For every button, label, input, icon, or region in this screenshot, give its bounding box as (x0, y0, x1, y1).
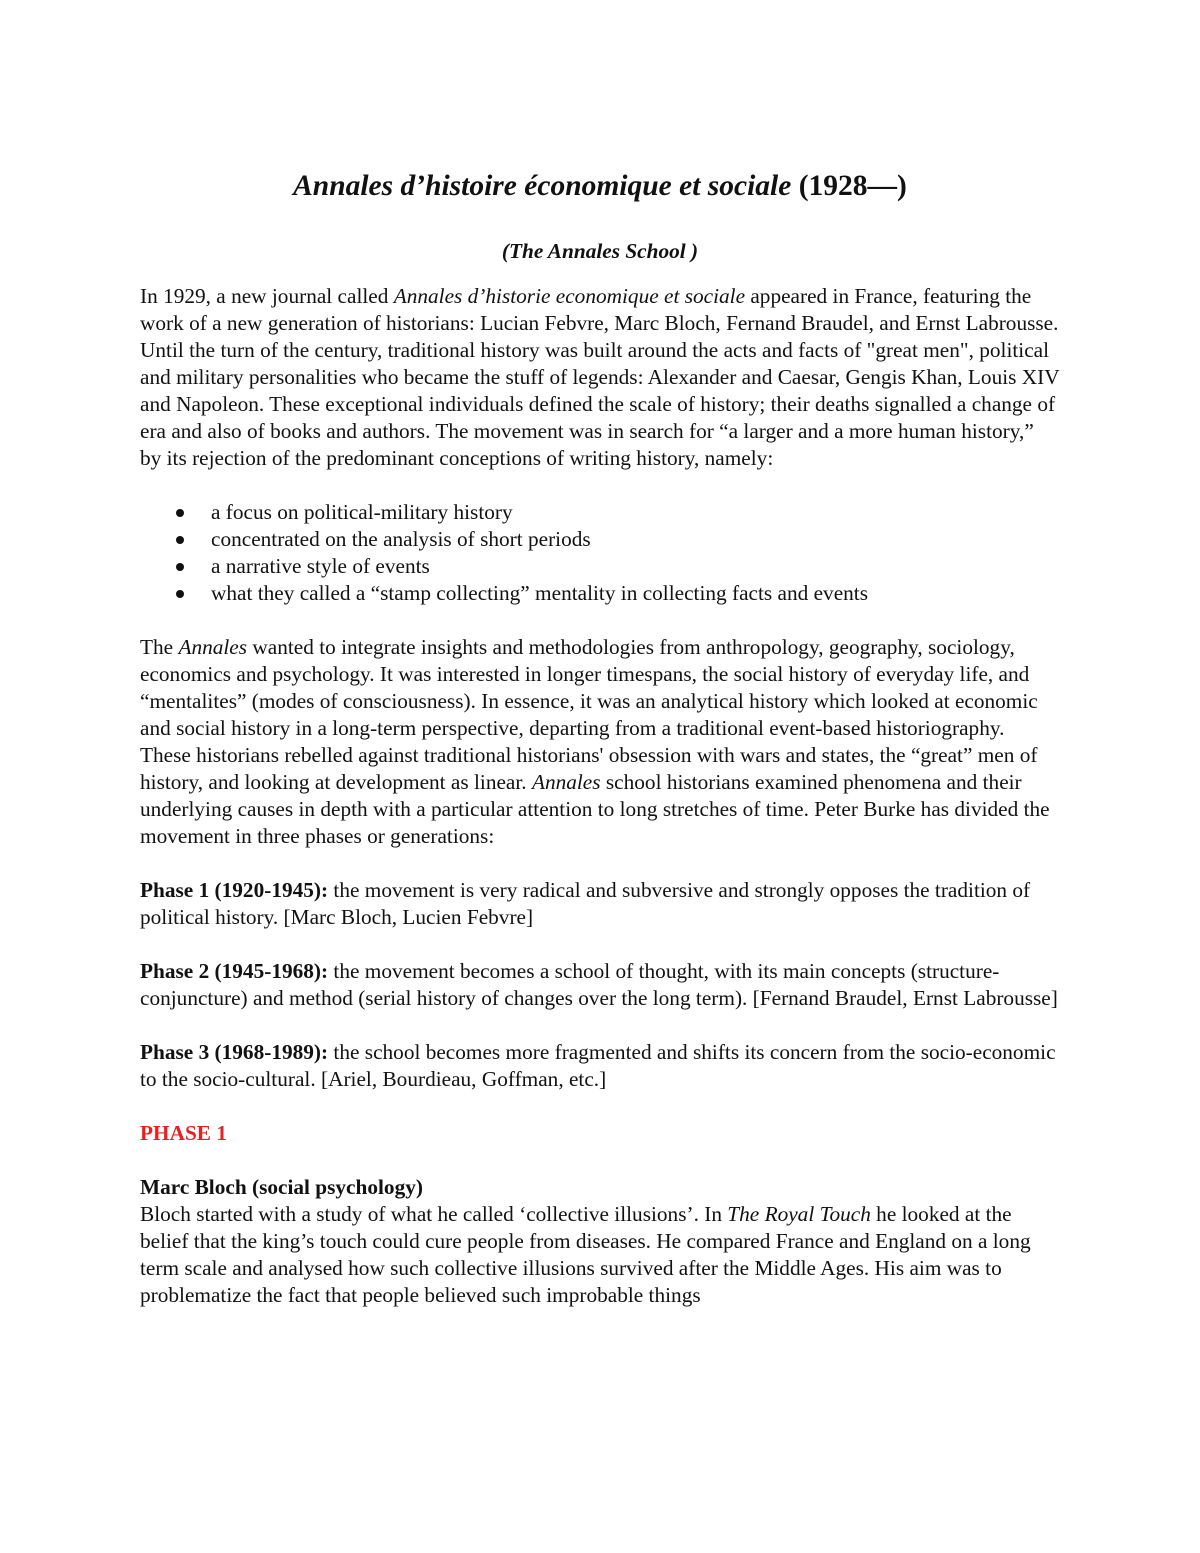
intro-paragraph (140, 283, 1060, 472)
phase-3-text: the school becomes more fragmented and shifts its concern from the socio-economic to the socio-cultural. [Ariel, Bourdieau, Goffman, etc.] (140, 1040, 1056, 1091)
bloch-text-2: he looked at the belief that the king’s touch could cure people from diseases. He compared France and England on a long term scale and analysed how such collective illusions survived after the Middle Ages. His aim was to problematize the fact that people believed such improbable things (140, 1202, 1031, 1307)
bloch-heading: Marc Bloch (social psychology) (140, 1175, 423, 1199)
phase-1-heading: PHASE 1 (140, 1121, 227, 1145)
annales-text-1: The (140, 635, 179, 659)
annales-text-3: school historians examined phenomena and their underlying causes in depth with a particular attention to long stretches of time. Peter Burke has divided the movement in three phases or generations: (140, 770, 1050, 848)
list-item-text: concentrated on the analysis of short periods (211, 527, 591, 551)
annales-italic-1: Annales (178, 635, 248, 659)
bloch-text-1: Bloch started with a study of what he called ‘collective illusions’. In (140, 1202, 728, 1226)
phase-1-paragraph (140, 877, 1060, 931)
phase-2-paragraph (140, 958, 1060, 1012)
bullet-icon (176, 509, 184, 517)
list-item (140, 499, 1060, 526)
intro-text-1: In 1929, a new journal called (140, 284, 394, 308)
bullet-icon (176, 590, 184, 598)
document-subtitle: (The Annales School ) (501, 239, 699, 263)
bloch-section (140, 1174, 1060, 1309)
annales-text-2: wanted to integrate insights and methodologies from anthropology, geography, sociology, economics and psychology. It was interested in longer timespans, the social history of everyday life, and “mentalites” (modes of consciousness). In essence, it was an analytical history which looked at economic and social history in a long-term perspective, departing from a traditional event-based historiography. These historians rebelled against traditional historians' obsession with wars and states, the “great” men of history, and looking at development as linear. (140, 635, 1038, 794)
annales-italic-2: Annales (531, 770, 601, 794)
title-journal-name: Annales d’histoire économique et sociale (293, 170, 792, 202)
document-page (140, 168, 1060, 1309)
intro-journal-name: Annales d’historie economique et sociale (393, 284, 746, 308)
bloch-book-title: The Royal Touch (727, 1202, 871, 1226)
phase-2-label: Phase 2 (1945-1968): (140, 959, 329, 983)
phase-3-label: Phase 3 (1968-1989): (140, 1040, 329, 1064)
intro-text-2: appeared in France, featuring the work of a new generation of historians: Lucian Febvre, Marc Bloch, Fernand Braudel, and Ernst Labrousse. Until the turn of the century, traditional history was built around the acts and facts of "great men", political and military personalities who became the stuff of legends: Alexander and Caesar, Gengis Khan, Louis XIV and Napoleon. These exceptional individuals defined the scale of history; their deaths signalled a change of era and also of books and authors. The movement was in search for “a larger and a more human history,” by its rejection of the predominant conceptions of writing history, namely: (140, 284, 1060, 470)
phase-1-text: the movement is very radical and subversive and strongly opposes the tradition of political history. [Marc Bloch, Lucien Febvre] (140, 878, 1031, 929)
annales-paragraph (140, 634, 1060, 850)
list-item (140, 580, 1060, 607)
list-item (140, 553, 1060, 580)
phase-3-paragraph (140, 1039, 1060, 1093)
document-title (140, 168, 1060, 204)
list-item (140, 526, 1060, 553)
bullet-icon (176, 563, 184, 571)
phase-2-text: the movement becomes a school of thought, with its main concepts (structure-conjuncture) and method (serial history of changes over the long term). [Fernand Braudel, Ernst Labrousse] (140, 959, 1058, 1010)
phase-1-label: Phase 1 (1920-1945): (140, 878, 329, 902)
title-years: (1928—) (791, 170, 907, 202)
list-item-text: a narrative style of events (211, 554, 430, 578)
conceptions-list (140, 499, 1060, 607)
list-item-text: what they called a “stamp collecting” mentality in collecting facts and events (211, 581, 869, 605)
bullet-icon (176, 536, 184, 544)
list-item-text: a focus on political-military history (211, 500, 513, 524)
